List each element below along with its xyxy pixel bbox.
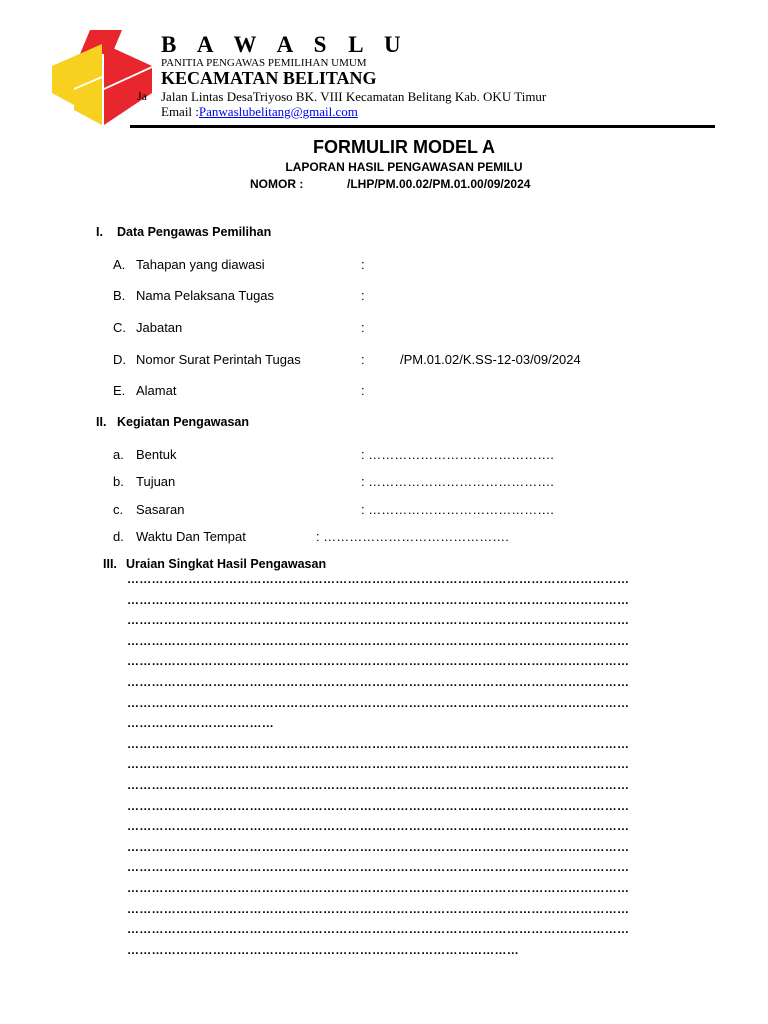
item-colon: : (361, 352, 365, 367)
uraian-line: …………………………………………………………………………………………………………… (127, 633, 630, 648)
section2-title: Kegiatan Pengawasan (117, 415, 249, 429)
email-link[interactable]: Panwaslubelitang@gmail.com (198, 104, 358, 119)
email-label: Email : (161, 104, 199, 119)
section1-title: Data Pengawas Pemilihan (117, 225, 272, 239)
item-label: Alamat (136, 383, 177, 398)
item-value: : ……………………………………. (361, 474, 554, 489)
uraian-line: …………………………………………………………………………………………………………… (127, 757, 630, 772)
item-label: Jabatan (136, 320, 183, 335)
uraian-line: …………………………………………………………………………………………………………… (127, 819, 630, 834)
item-letter: B. (113, 288, 126, 303)
org-district: KECAMATAN BELITANG (161, 68, 377, 88)
item-letter: C. (113, 320, 126, 335)
section1-numeral: I. (96, 225, 103, 239)
uraian-line: …………………………………………………………………………………………………………… (127, 922, 630, 937)
item-value: : ……………………………………. (316, 529, 509, 544)
uraian-line: …………………………………………………………………………………………………………… (127, 592, 630, 607)
item-letter: A. (113, 257, 126, 272)
uraian-line: …………………………………………………………………………………………………………… (127, 675, 630, 689)
item-value: : ……………………………………. (361, 447, 554, 462)
form-subtitle: LAPORAN HASIL PENGAWASAN PEMILU (285, 160, 523, 174)
item-value: /PM.01.02/K.SS-12-03/09/2024 (400, 352, 581, 367)
section3-numeral: III. (103, 557, 117, 571)
uraian-line: …………………………………………………………………………………………………………… (127, 839, 630, 854)
form-title: FORMULIR MODEL A (313, 137, 495, 157)
item-letter: E. (113, 383, 126, 398)
item-label: Tujuan (136, 474, 176, 489)
section3-title: Uraian Singkat Hasil Pengawasan (126, 557, 327, 571)
item-label: Nama Pelaksana Tugas (136, 288, 275, 303)
item-letter: d. (113, 529, 124, 544)
item-letter: b. (113, 474, 124, 489)
item-letter: D. (113, 352, 126, 367)
stray-text: Ja (137, 89, 147, 103)
item-label: Bentuk (136, 447, 177, 462)
uraian-line: …………………………………………………………………………………………………………… (127, 695, 630, 710)
org-name: B A W A S L U (161, 32, 409, 57)
org-address: Jalan Lintas DesaTriyoso BK. VIII Kecamatan Belitang Kab. OKU Timur (161, 89, 547, 104)
item-label: Sasaran (136, 502, 185, 517)
org-email (161, 104, 358, 120)
uraian-line: …………………………………………………………………………………………………………… (127, 881, 630, 895)
uraian-line: …………………………………………………………………………………………………………… (127, 901, 630, 916)
section2-numeral: II. (96, 415, 107, 429)
uraian-line: …………………………………………………………………………………………………………… (127, 654, 630, 669)
item-letter: c. (113, 502, 124, 517)
item-value: : ……………………………………. (361, 502, 554, 517)
uraian-line: …………………………………………………………………………………………………………… (127, 736, 630, 751)
item-label: Tahapan yang diawasi (136, 257, 265, 272)
header-rule (130, 125, 715, 128)
uraian-line: …………………………………………………………………………………………………………… (127, 798, 630, 813)
item-colon: : (361, 383, 365, 398)
nomor-label: NOMOR : (250, 177, 304, 191)
item-colon: : (361, 288, 365, 303)
bawaslu-logo (52, 30, 152, 125)
uraian-line: …………………………………………………………………………………………………………… (127, 613, 630, 628)
org-subtitle: PANITIA PENGAWAS PEMILIHAN UMUM (161, 57, 367, 69)
uraian-line: …………………………………………………………………………………………………………… (127, 860, 630, 875)
uraian-line: …………………………………………………………………………………………………………… (127, 778, 630, 792)
uraian-line: …………………………………………………………………………………………………………… (127, 572, 630, 586)
uraian-line: ……………………………… (127, 716, 274, 731)
item-colon: : (361, 320, 365, 335)
item-colon: : (361, 257, 365, 272)
item-label: Nomor Surat Perintah Tugas (136, 352, 301, 367)
uraian-line: …………………………………………………………………………………… (127, 942, 519, 957)
item-label: Waktu Dan Tempat (136, 529, 246, 544)
item-letter: a. (113, 447, 124, 462)
nomor-value: /LHP/PM.00.02/PM.01.00/09/2024 (347, 177, 531, 191)
